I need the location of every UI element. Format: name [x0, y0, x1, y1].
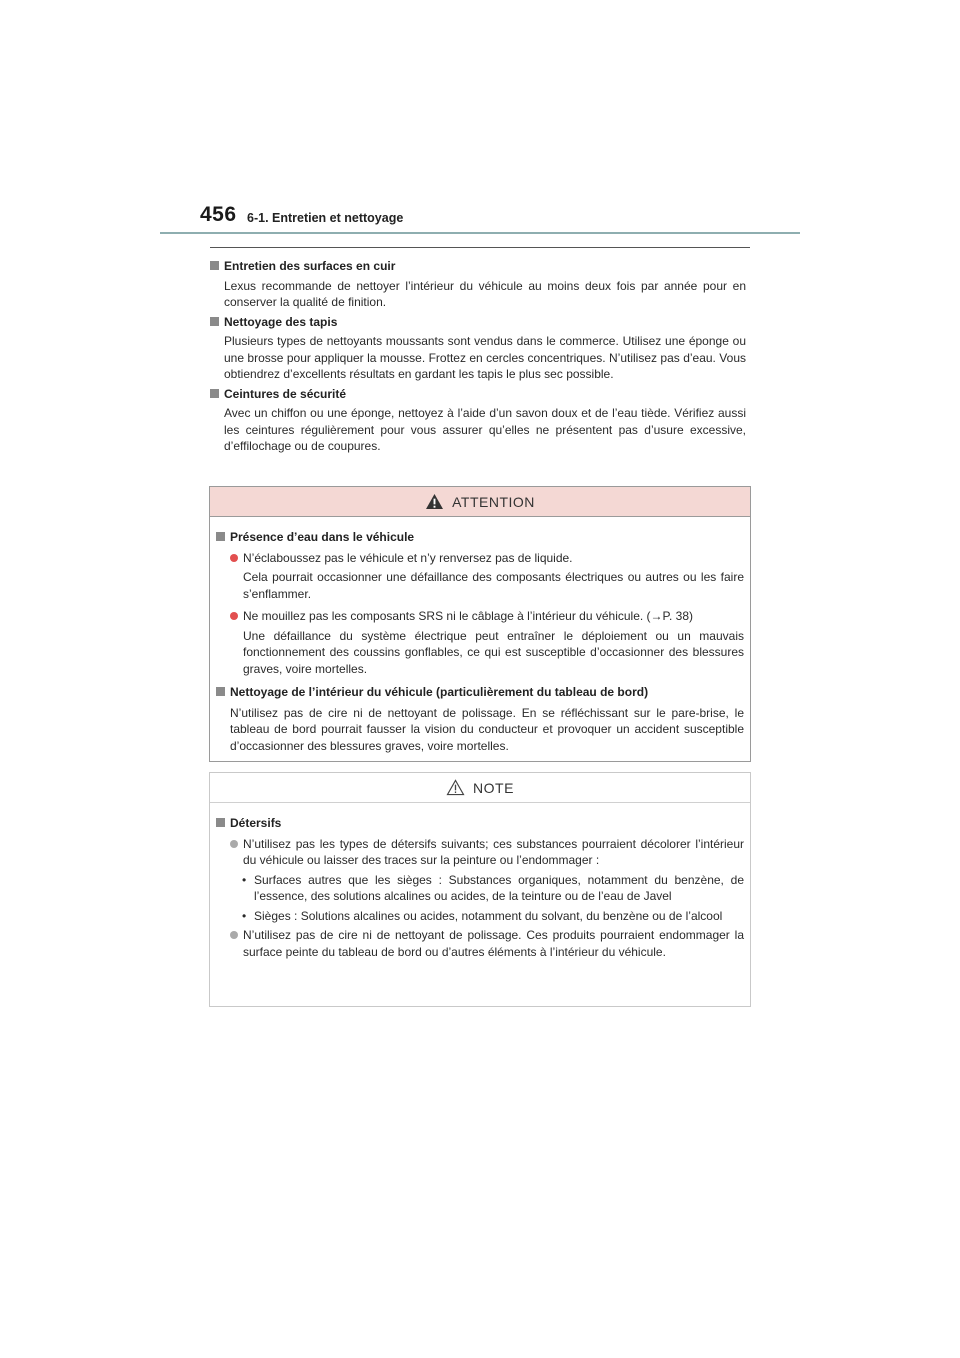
note-bullet-text: N’utilisez pas de cire ni de nettoyant de polissage. Ces produits pourraient endommager la surface peinte du tableau de bord ou d’autres éléments à l’intérieur du véhicule.	[243, 928, 744, 959]
note-sub-item	[242, 908, 744, 925]
square-bullet-icon	[210, 317, 219, 326]
note-item-heading: Détersifs	[216, 815, 744, 832]
section-heading-seatbelts: Ceintures de sécurité	[210, 386, 746, 403]
note-bullet-text: N’utilisez pas les types de détersifs suivants; ces substances pourraient décolorer l’intérieur du véhicule ou laisser des traces sur la peinture ou l’endommager :	[243, 836, 744, 867]
attention-bullet	[230, 608, 744, 680]
main-content	[210, 256, 746, 458]
note-bullet	[230, 836, 744, 869]
section-text-seatbelts: Avec un chiffon ou une éponge, nettoyez à l’aide d’un savon doux et de l’eau tiède. Vérifiez aussi les ceintures régulièrement pour vous assurer qu’elles ne présentent pas d’usure excessive, d’effilochage ou de coupures.	[224, 406, 746, 453]
section-text-leather: Lexus recommande de nettoyer l’intérieur du véhicule au moins deux fois par année pour en conserver la qualité de finition.	[224, 278, 746, 309]
attention-box	[209, 486, 751, 762]
attention-item-text: N’utilisez pas de cire ni de nettoyant de polissage. En se réfléchissant sur le pare-brise, le tableau de bord pourrait fausser la vision du conducteur et provoquer un accident susceptible d’occasionner des blessures graves, voire mortelles.	[230, 705, 744, 753]
attention-item-heading: Présence d’eau dans le véhicule	[216, 529, 744, 546]
section-text-carpets: Plusieurs types de nettoyants moussants sont vendus dans le commerce. Utilisez une éponge ou une brosse pour appliquer la mousse. Frottez en cercles concentriques. N’utilisez pas d’eau. Vous obtiendrez d’excellents résultats en gardant les tapis le plus sec possible.	[224, 334, 746, 381]
square-bullet-icon	[216, 687, 225, 696]
bullet-rest: Une défaillance du système électrique peut entraîner le déploiement ou un mauvais fonctionnement des coussins gonflables, ce qui est susceptible d’occasionner des blessures graves, voire mortelles.	[243, 628, 744, 676]
square-bullet-icon	[216, 532, 225, 541]
attention-label: ATTENTION	[452, 493, 535, 510]
note-header	[210, 773, 750, 803]
section-heading-leather: Entretien des surfaces en cuir	[210, 258, 746, 275]
section-heading-carpets: Nettoyage des tapis	[210, 314, 746, 331]
content-top-rule	[210, 247, 750, 248]
note-label: NOTE	[473, 779, 514, 796]
bullet-dot-icon	[230, 612, 238, 620]
header-rule	[160, 232, 800, 234]
square-bullet-icon	[216, 818, 225, 827]
bullet-dot-icon	[230, 840, 238, 848]
note-sub-text: Sièges : Solutions alcalines ou acides, notamment du solvant, du benzène ou de l’alcool	[254, 908, 723, 923]
note-bullet	[230, 927, 744, 960]
sub-bullet-marker: •	[242, 908, 247, 923]
attention-header	[210, 487, 750, 517]
attention-item-heading: Nettoyage de l’intérieur du véhicule (particulièrement du tableau de bord)	[216, 684, 744, 701]
bullet-dot-icon	[230, 931, 238, 939]
note-sub-text: Surfaces autres que les sièges : Substances organiques, notamment du benzène, de l’essence, des solutions alcalines ou acides, de la teinture ou de l’eau de Javel	[254, 872, 744, 903]
attention-body	[210, 517, 750, 754]
note-body	[210, 803, 750, 960]
sub-bullet-marker: •	[242, 872, 247, 887]
square-bullet-icon	[210, 389, 219, 398]
bullet-dot-icon	[230, 554, 238, 562]
bullet-first-line: N’éclaboussez pas le véhicule et n’y renversez pas de liquide.	[243, 550, 573, 565]
square-bullet-icon	[210, 261, 219, 270]
warning-triangle-icon	[425, 493, 444, 510]
section-title: 6-1. Entretien et nettoyage	[247, 211, 404, 225]
note-box	[209, 772, 751, 1007]
bullet-first-line: Ne mouillez pas les composants SRS ni le câblage à l’intérieur du véhicule. (→P. 38)	[243, 609, 694, 623]
note-sub-item	[242, 872, 744, 905]
warning-triangle-outline-icon	[446, 779, 465, 796]
attention-bullet	[230, 550, 744, 606]
page-number: 456	[200, 203, 237, 226]
bullet-rest: Cela pourrait occasionner une défaillance des composants électriques ou autres ou les faire s’enflammer.	[243, 570, 744, 601]
